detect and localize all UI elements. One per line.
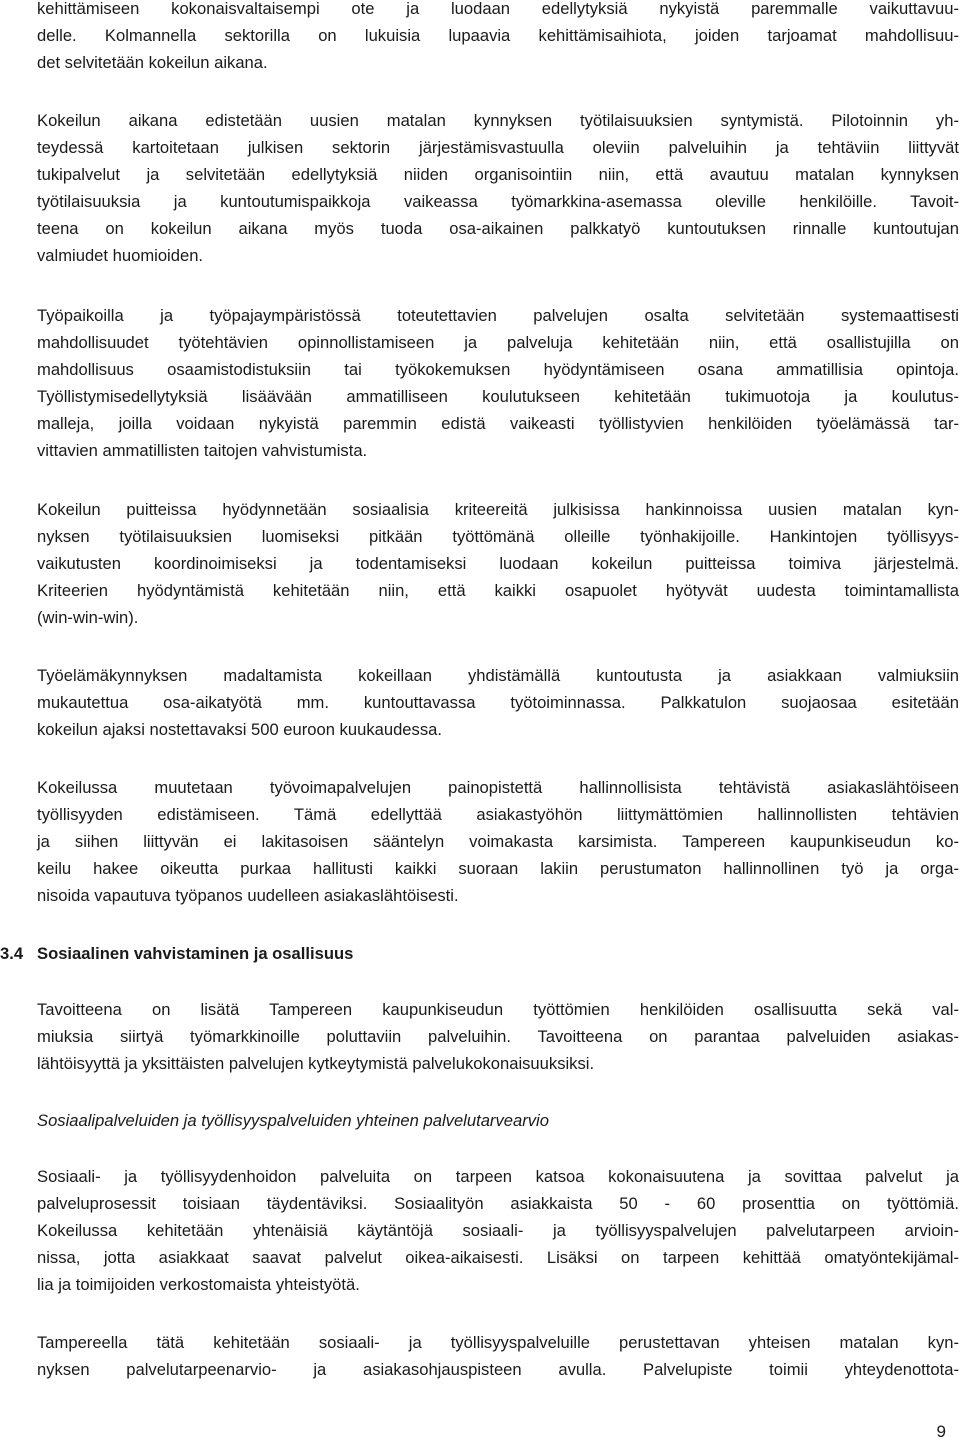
- text-line: Työelämäkynnyksen madaltamista kokeillaan yhdistämällä kuntoutusta ja asiakkaan valmiuksiin: [37, 666, 959, 685]
- text-line: Kriteerien hyödyntämistä kehitetään niin, että kaikki osapuolet hyötyvät uudesta toimintamallista: [37, 581, 959, 600]
- text-line: Tavoitteena on lisätä Tampereen kaupunkiseudun työttömien henkilöiden osallisuutta sekä val-: [37, 1000, 959, 1019]
- text-line: det selvitetään kokeilun aikana.: [37, 53, 268, 72]
- text-line: työllisyyden edistämiseen. Tämä edellyttää asiakastyöhön liittymättömien hallinnollisten tehtävien: [37, 805, 959, 824]
- text-line: kehittämiseen kokonaisvaltaisempi ote ja luodaan edellytyksiä nykyistä paremmalle vaikuttavuu-: [37, 0, 959, 18]
- paragraph-work-threshold: [37, 662, 959, 743]
- text-line: miuksia siirtyä työmarkkinoille poluttaviin palveluihin. Tavoitteena on parantaa palveluiden asiakas-: [37, 1027, 959, 1046]
- subheading-italic: Sosiaalipalveluiden ja työllisyyspalveluiden yhteinen palvelutarvearvio: [37, 1111, 549, 1130]
- paragraph-employment-services-focus: [37, 774, 959, 909]
- text-line: teydessä kartoitetaan julkisen sektorin järjestämisvastuulla oleviin palveluihin ja tehtäviin liittyvät: [37, 138, 959, 157]
- text-line: kokeilun ajaksi nostettavaksi 500 euroon kuukaudessa.: [37, 720, 442, 739]
- text-line: ja siihen liittyvän ei lakitasoisen sääntelyn voimakasta karsimista. Tampereen kaupunkiseudun ko-: [37, 832, 959, 851]
- text-line: (win-win-win).: [37, 608, 139, 627]
- text-line: nyksen työtilaisuuksien luomiseksi pitkään työttömänä olleille työnhakijoille. Hankintojen työllisyys-: [37, 527, 959, 546]
- text-line: lähtöisyyttä ja yksittäisten palvelujen kytkeytymistä palvelukokonaisuuksiksi.: [37, 1054, 595, 1073]
- paragraph-intro-continuation: [37, 0, 959, 76]
- text-line: delle. Kolmannella sektorilla on lukuisia lupaavia kehittämisaihiota, joiden tarjoamat mahdollisuu-: [37, 26, 959, 45]
- paragraph-tampere-service-point: [37, 1329, 959, 1383]
- text-line: keilu hakee oikeutta purkaa hallitusti kaikki suoraan lakiin perustumaton hallinnollinen työ ja orga-: [37, 859, 959, 878]
- section-number: 3.4: [0, 944, 24, 963]
- text-line: tukipalvelut ja selvitetään edellytyksiä niiden organisointiin niin, että avautuu matalan kynnyksen: [37, 165, 959, 184]
- text-line: malleja, joilla voidaan nykyistä paremmin edistä vaikeasti työllistyvien henkilöiden työelämässä tar-: [37, 414, 959, 433]
- text-line: vaikutusten koordinoimiseksi ja todentamiseksi luodaan kokeilun puitteissa toimiva järjestelmä.: [37, 554, 959, 573]
- text-line: nisoida vapautuva työpanos uudelleen asiakaslähtöisesti.: [37, 886, 459, 905]
- text-line: nyksen palvelutarpeenarvio- ja asiakasohjauspisteen avulla. Palvelupiste toimii yhteydenottota-: [37, 1360, 959, 1379]
- text-line: Sosiaali- ja työllisyydenhoidon palveluita on tarpeen katsoa kokonaisuutena ja sovittaa palvelut ja: [37, 1167, 959, 1186]
- text-line: teena on kokeilun aikana myös tuoda osa-aikainen palkkatyö kuntoutuksen rinnalle kuntoutujan: [37, 219, 959, 238]
- text-line: Työpaikoilla ja työpajaympäristössä toteutettavien palvelujen osalta selvitetään systemaattisesti: [37, 306, 959, 325]
- text-line: Kokeilussa muutetaan työvoimapalvelujen painopistettä hallinnollisista tehtävistä asiakaslähtöiseen: [37, 778, 959, 797]
- text-line: valmiudet huomioiden.: [37, 246, 204, 265]
- text-line: palveluprosessit toisiaan täydentäviksi. Sosiaalityön asiakkaista 50 - 60 prosenttia on työttömiä.: [37, 1194, 959, 1213]
- paragraph-inclusion-goals: [37, 996, 959, 1077]
- paragraph-low-threshold-jobs: [37, 107, 959, 269]
- text-line: lia ja toimijoiden verkostomaista yhteistyötä.: [37, 1275, 360, 1294]
- text-line: mukautettua osa-aikatyötä mm. kuntouttavassa työtoiminnassa. Palkkatulon suojaosaa esitetään: [37, 693, 959, 712]
- text-line: Kokeilussa kehitetään yhtenäisiä käytäntöjä sosiaali- ja työllisyyspalvelujen palvelutarpeen arvioin-: [37, 1221, 959, 1240]
- text-line: Kokeilun aikana edistetään uusien matalan kynnyksen työtilaisuuksien syntymistä. Pilotoinnin yh-: [37, 111, 959, 130]
- text-line: Työllistymisedellytyksiä lisäävään ammatilliseen koulutukseen kehitetään tukimuotoja ja koulutus-: [37, 387, 959, 406]
- section-heading: [0, 940, 354, 967]
- text-line: mahdollisuus osaamistodistuksiin tai työkokemuksen hyödyntämiseen osana ammatillisia opintoja.: [37, 360, 959, 379]
- text-line: Tampereella tätä kehitetään sosiaali- ja työllisyyspalveluille perustettavan yhteisen matalan kyn-: [37, 1333, 959, 1352]
- text-line: Kokeilun puitteissa hyödynnetään sosiaalisia kriteereitä julkisissa hankinnoissa uusien matalan kyn-: [37, 500, 959, 519]
- text-line: työtilaisuuksia ja kuntoutumispaikkoja vaikeassa työmarkkina-asemassa oleville henkilöille. Tavoit-: [37, 192, 959, 211]
- text-line: mahdollisuudet työtehtävien opinnollistamiseen ja palveluja kehitetään niin, että osallistujilla on: [37, 333, 959, 352]
- text-line: nissa, jotta asiakkaat saavat palvelut oikea-aikaisesti. Lisäksi on tarpeen kehittää omatyöntekijämal-: [37, 1248, 959, 1267]
- section-title: Sosiaalinen vahvistaminen ja osallisuus: [37, 944, 354, 963]
- paragraph-social-criteria: [37, 496, 959, 631]
- page-number: 9: [936, 1422, 946, 1441]
- paragraph-service-needs-assessment: [37, 1163, 959, 1298]
- paragraph-workplace-services: [37, 302, 959, 464]
- text-line: vittavien ammatillisten taitojen vahvistumista.: [37, 441, 368, 460]
